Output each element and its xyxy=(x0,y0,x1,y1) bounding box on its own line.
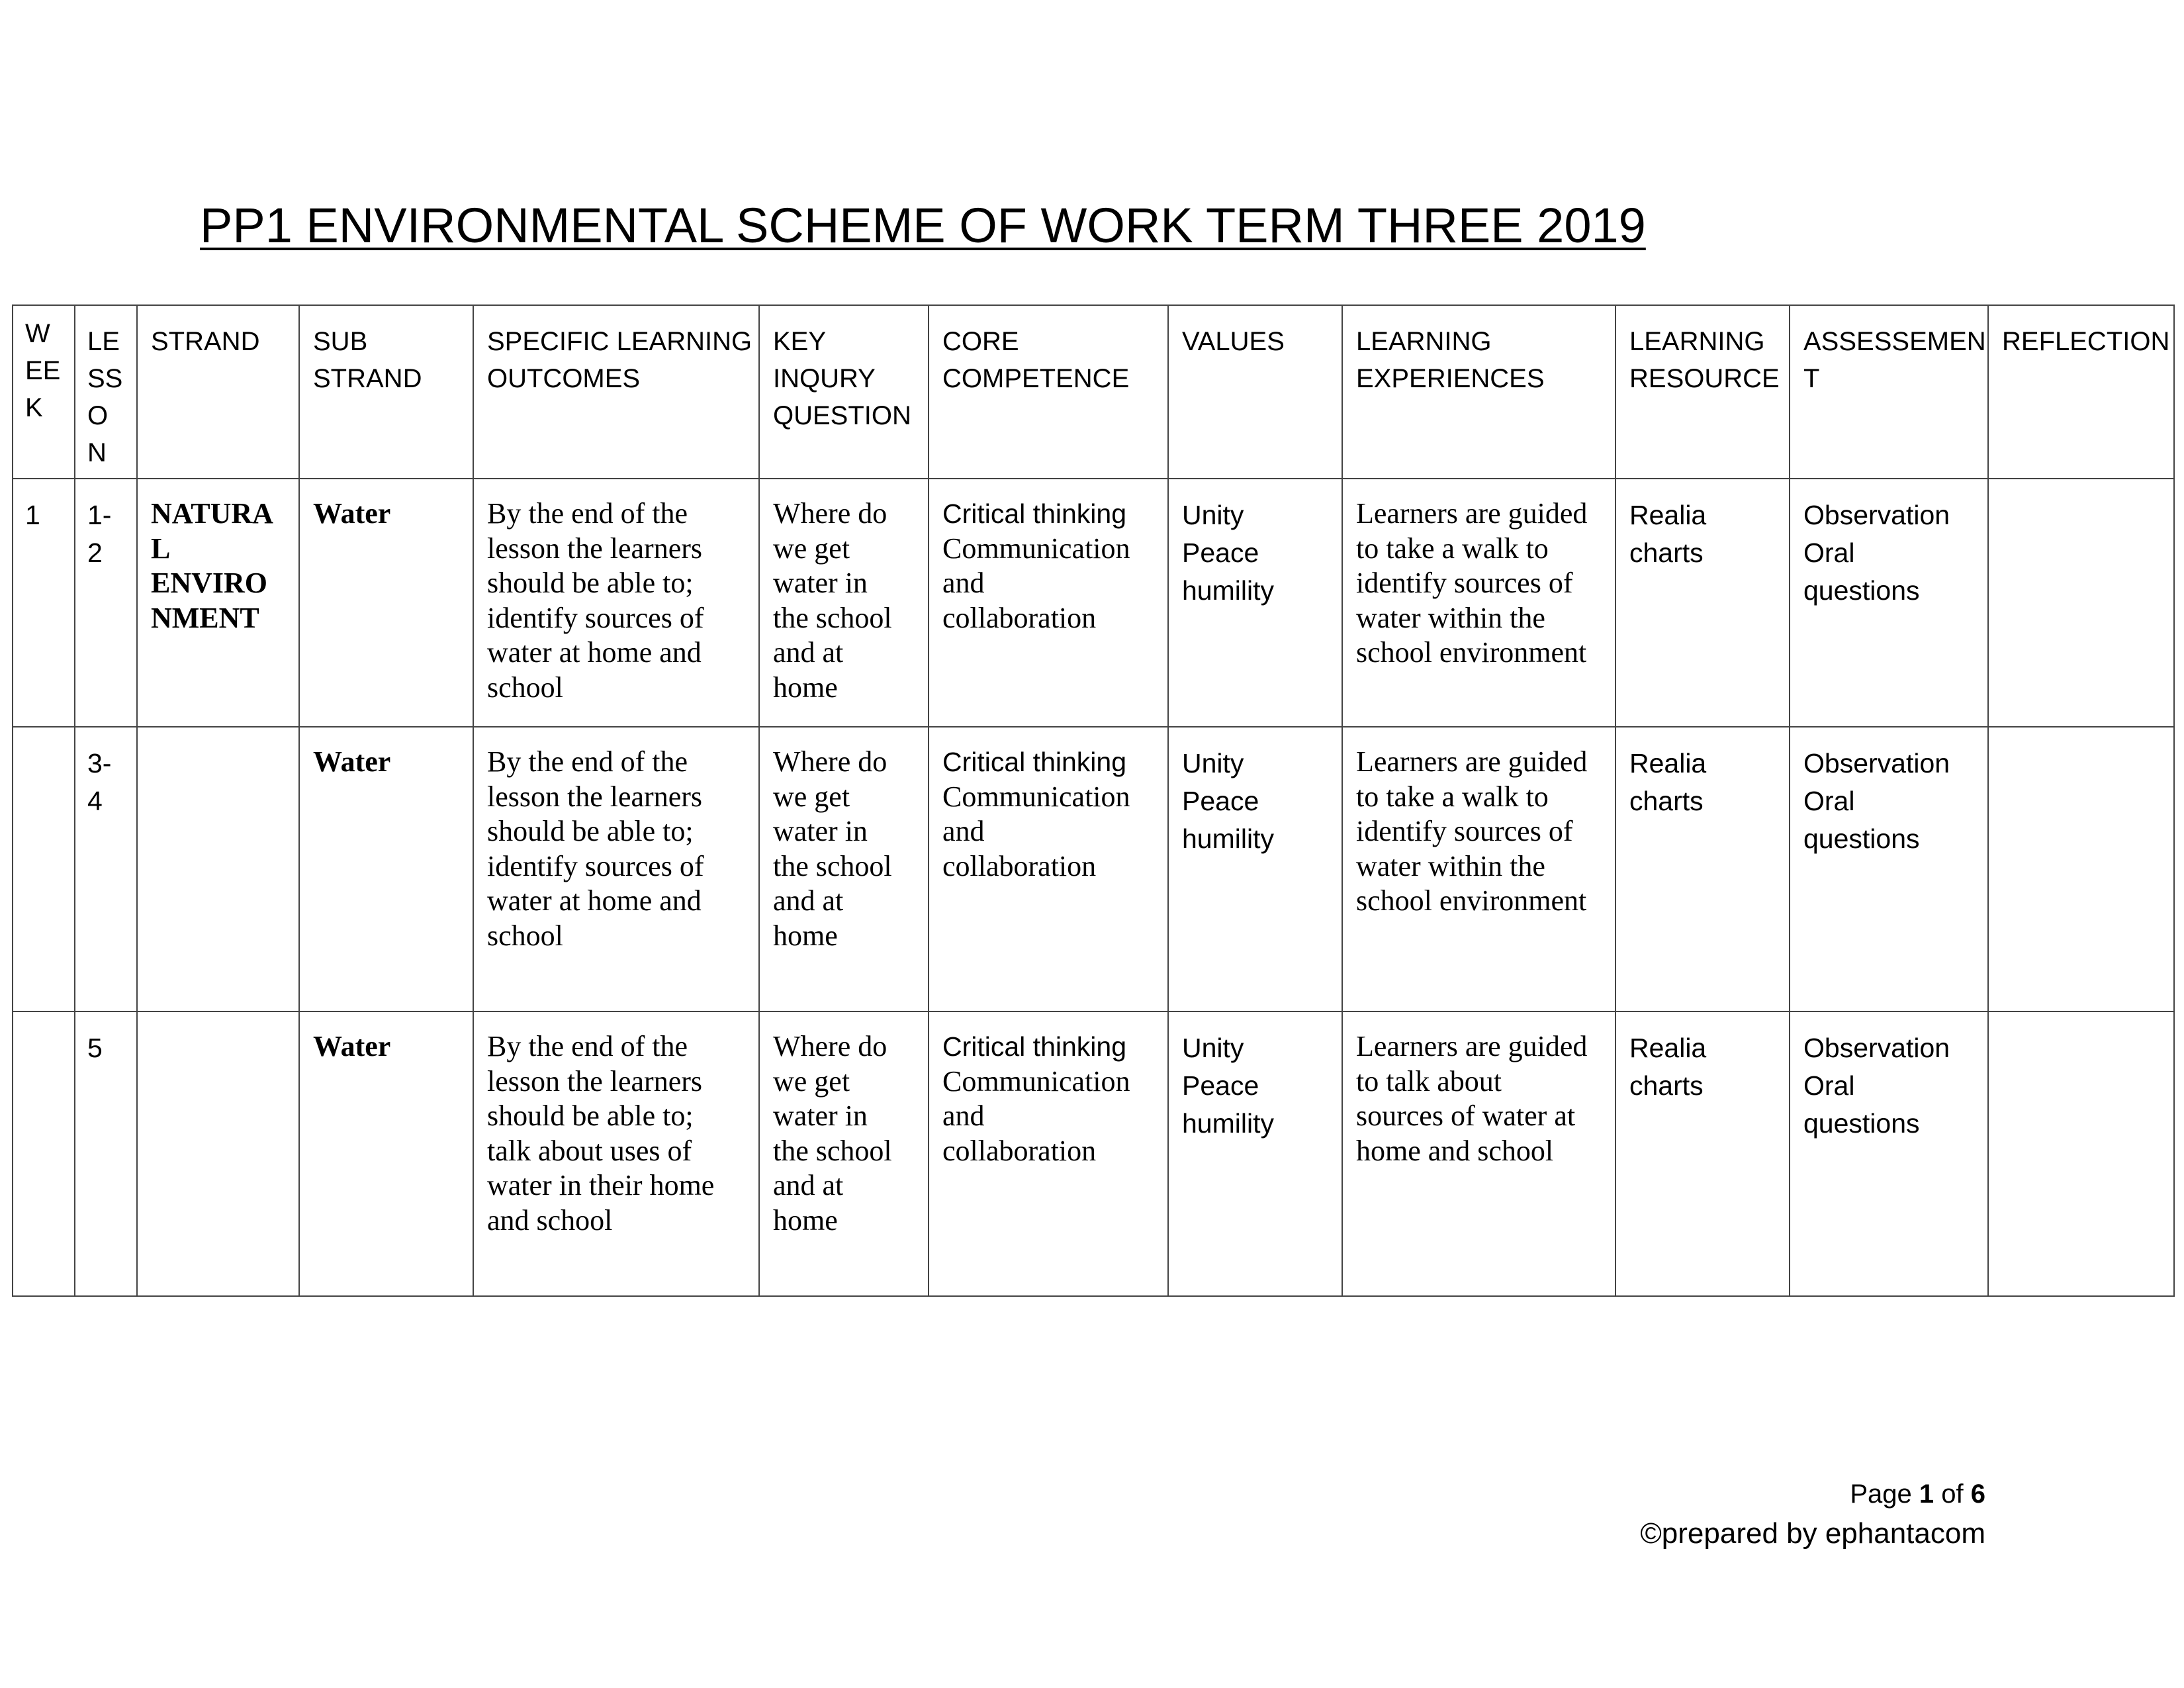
cell-line: Unity xyxy=(1182,748,1244,778)
page-number xyxy=(1850,1479,1985,1509)
cell-line: By the end of the xyxy=(487,497,688,530)
learning-experiences-cell xyxy=(1342,479,1615,727)
cell-line: Peace xyxy=(1182,538,1259,568)
table-row xyxy=(13,727,2174,1011)
cell-text: Water xyxy=(313,745,391,778)
page-word: Page xyxy=(1850,1479,1912,1509)
cell-line: water at home and xyxy=(487,636,702,669)
header-learning-resource xyxy=(1615,305,1790,479)
cell-line: Unity xyxy=(1182,1033,1244,1063)
cell-line: we get xyxy=(773,780,850,813)
cell-line: and xyxy=(942,1100,985,1132)
cell-line: 1- xyxy=(87,500,112,530)
header-line: EXPERIENCES xyxy=(1356,364,1545,393)
cell-line: lesson the learners xyxy=(487,1064,702,1098)
cell-line: charts xyxy=(1629,1070,1704,1101)
sub-strand-cell xyxy=(299,479,473,727)
header-line: INQURY xyxy=(773,364,876,393)
cell-line: Communication xyxy=(942,1064,1130,1098)
learning-resource-cell xyxy=(1615,727,1790,1011)
assessment-cell xyxy=(1790,1011,1988,1296)
sub-strand-cell xyxy=(299,1011,473,1296)
cell-line: Critical thinking xyxy=(942,1031,1126,1062)
cell-line: and xyxy=(942,567,985,599)
cell-line: collaboration xyxy=(942,601,1097,634)
header-lesson xyxy=(75,305,137,479)
cell-line: NMENT xyxy=(151,601,259,634)
cell-line: charts xyxy=(1629,538,1704,568)
header-line: SPECIFIC LEARNING xyxy=(487,327,752,356)
core-competence-cell xyxy=(929,727,1168,1011)
page-title: PP1 ENVIRONMENTAL SCHEME OF WORK TERM THREE 2019 xyxy=(200,198,1646,253)
cell-line: Communication xyxy=(942,532,1130,565)
cell-line: questions xyxy=(1803,1108,1920,1139)
cell-line: Critical thinking xyxy=(942,747,1126,777)
page-of: of xyxy=(1941,1479,1964,1509)
scheme-of-work-table xyxy=(12,305,2175,1297)
cell-line: water in xyxy=(773,815,868,847)
cell-line: collaboration xyxy=(942,849,1097,882)
cell-line: Critical thinking xyxy=(942,498,1126,529)
header-assessment xyxy=(1790,305,1988,479)
cell-line: Peace xyxy=(1182,786,1259,816)
cell-line: water in their home xyxy=(487,1169,715,1201)
cell-line: Observation xyxy=(1803,500,1950,530)
cell-line: to take a walk to xyxy=(1356,780,1549,813)
lesson-cell xyxy=(75,727,137,1011)
inquiry-question-cell xyxy=(759,727,929,1011)
cell-line: and school xyxy=(487,1203,613,1237)
cell-line: Learners are guided xyxy=(1356,745,1588,778)
reflection-cell xyxy=(1988,1011,2174,1296)
header-line: RESOURCE xyxy=(1629,364,1780,393)
cell-line: collaboration xyxy=(942,1134,1097,1167)
learning-resource-cell xyxy=(1615,479,1790,727)
header-line: CORE xyxy=(942,327,1019,356)
header-line: KEY xyxy=(773,327,827,356)
cell-line: water within the xyxy=(1356,601,1545,634)
header-values xyxy=(1168,305,1342,479)
cell-line: Realia xyxy=(1629,748,1707,778)
table-row xyxy=(13,1011,2174,1296)
cell-text: Water xyxy=(313,1030,391,1062)
cell-line: identify sources of xyxy=(487,601,704,634)
cell-line: Oral xyxy=(1803,538,1855,568)
header-reflection xyxy=(1988,305,2174,479)
cell-line: Realia xyxy=(1629,1033,1707,1063)
header-line: T xyxy=(1803,364,1820,393)
header-core-competence xyxy=(929,305,1168,479)
cell-line: water in xyxy=(773,1100,868,1132)
cell-line: NATURA xyxy=(151,497,273,530)
cell-line: Where do xyxy=(773,745,887,778)
header-line: SS xyxy=(87,364,123,393)
cell-line: questions xyxy=(1803,823,1920,854)
cell-line: sources of water at xyxy=(1356,1100,1576,1132)
cell-line: talk about uses of xyxy=(487,1134,692,1167)
cell-line: humility xyxy=(1182,1108,1274,1139)
header-line: LEARNING xyxy=(1629,327,1765,356)
cell-line: the school xyxy=(773,1134,892,1167)
header-line: REFLECTION xyxy=(2002,327,2170,356)
cell-line: ENVIRO xyxy=(151,567,268,599)
sub-strand-cell xyxy=(299,727,473,1011)
cell-line: Unity xyxy=(1182,500,1244,530)
cell-line: identify sources of xyxy=(1356,815,1573,847)
cell-line: home xyxy=(773,671,838,704)
cell-line: Oral xyxy=(1803,1070,1855,1101)
header-line: STRAND xyxy=(313,364,422,393)
header-line: LEARNING xyxy=(1356,327,1492,356)
header-week xyxy=(13,305,75,479)
cell-line: should be able to; xyxy=(487,567,694,599)
cell-line: and xyxy=(942,815,985,847)
outcomes-cell xyxy=(473,1011,759,1296)
header-line: N xyxy=(87,438,107,467)
cell-line: Learners are guided xyxy=(1356,497,1588,530)
strand-cell xyxy=(137,1011,299,1296)
cell-line: home xyxy=(773,919,838,952)
cell-line: home xyxy=(773,1203,838,1237)
cell-line: and at xyxy=(773,884,844,917)
learning-experiences-cell xyxy=(1342,1011,1615,1296)
cell-line: we get xyxy=(773,1064,850,1098)
cell-line: water at home and xyxy=(487,884,702,917)
cell-line: should be able to; xyxy=(487,1100,694,1132)
cell-line: we get xyxy=(773,532,850,565)
cell-line: lesson the learners xyxy=(487,532,702,565)
cell-line: water within the xyxy=(1356,849,1545,882)
reflection-cell xyxy=(1988,727,2174,1011)
lesson-cell xyxy=(75,479,137,727)
cell-line: to take a walk to xyxy=(1356,532,1549,565)
header-line: K xyxy=(25,393,43,422)
header-strand xyxy=(137,305,299,479)
reflection-cell xyxy=(1988,479,2174,727)
cell-line: By the end of the xyxy=(487,1030,688,1062)
values-cell xyxy=(1168,479,1342,727)
cell-line: identify sources of xyxy=(487,849,704,882)
header-line: STRAND xyxy=(151,327,260,356)
header-line: W xyxy=(25,319,50,348)
cell-line: Learners are guided xyxy=(1356,1030,1588,1062)
core-competence-cell xyxy=(929,479,1168,727)
core-competence-cell xyxy=(929,1011,1168,1296)
outcomes-cell xyxy=(473,727,759,1011)
cell-text: 1 xyxy=(25,500,40,530)
cell-line: Realia xyxy=(1629,500,1707,530)
cell-line: Oral xyxy=(1803,786,1855,816)
header-line: OUTCOMES xyxy=(487,364,641,393)
cell-line: humility xyxy=(1182,823,1274,854)
cell-line: charts xyxy=(1629,786,1704,816)
cell-line: humility xyxy=(1182,575,1274,606)
cell-line: 4 xyxy=(87,786,103,816)
cell-line: By the end of the xyxy=(487,745,688,778)
cell-line: water in xyxy=(773,567,868,599)
outcomes-cell xyxy=(473,479,759,727)
cell-line: L xyxy=(151,532,171,565)
cell-line: lesson the learners xyxy=(487,780,702,813)
page-total: 6 xyxy=(1970,1479,1985,1509)
cell-line: the school xyxy=(773,849,892,882)
header-line: O xyxy=(87,401,109,430)
strand-cell xyxy=(137,727,299,1011)
prepared-by-credit: ©prepared by ephantacom xyxy=(1640,1517,1985,1550)
cell-line: identify sources of xyxy=(1356,567,1573,599)
cell-line: and at xyxy=(773,1169,844,1201)
cell-line: to talk about xyxy=(1356,1064,1502,1098)
cell-line: questions xyxy=(1803,575,1920,606)
table-header-row xyxy=(13,305,2174,479)
cell-line: 3- xyxy=(87,748,112,778)
page-current: 1 xyxy=(1919,1479,1934,1509)
cell-line: school environment xyxy=(1356,884,1587,917)
inquiry-question-cell xyxy=(759,479,929,727)
values-cell xyxy=(1168,727,1342,1011)
cell-line: Observation xyxy=(1803,748,1950,778)
inquiry-question-cell xyxy=(759,1011,929,1296)
learning-experiences-cell xyxy=(1342,727,1615,1011)
lesson-cell xyxy=(75,1011,137,1296)
cell-line: should be able to; xyxy=(487,815,694,847)
week-cell xyxy=(13,1011,75,1296)
cell-line: school xyxy=(487,671,563,704)
table-row xyxy=(13,479,2174,727)
assessment-cell xyxy=(1790,727,1988,1011)
cell-line: school xyxy=(487,919,563,952)
cell-line: school environment xyxy=(1356,636,1587,669)
cell-line: Observation xyxy=(1803,1033,1950,1063)
header-line: LE xyxy=(87,327,120,356)
values-cell xyxy=(1168,1011,1342,1296)
cell-line: and at xyxy=(773,636,844,669)
cell-line: the school xyxy=(773,601,892,634)
header-line: COMPETENCE xyxy=(942,364,1130,393)
cell-line: Peace xyxy=(1182,1070,1259,1101)
cell-line: 5 xyxy=(87,1033,103,1063)
assessment-cell xyxy=(1790,479,1988,727)
week-cell xyxy=(13,727,75,1011)
header-specific-learning-outcomes xyxy=(473,305,759,479)
cell-line: Where do xyxy=(773,497,887,530)
header-key-inquiry-question xyxy=(759,305,929,479)
strand-cell xyxy=(137,479,299,727)
header-line: VALUES xyxy=(1182,327,1285,356)
header-learning-experiences xyxy=(1342,305,1615,479)
week-cell xyxy=(13,479,75,727)
header-line: EE xyxy=(25,356,61,385)
cell-text: Water xyxy=(313,497,391,530)
cell-line: Where do xyxy=(773,1030,887,1062)
header-line: ASSESSEMEN xyxy=(1803,327,1986,356)
cell-line: 2 xyxy=(87,538,103,568)
learning-resource-cell xyxy=(1615,1011,1790,1296)
cell-line: home and school xyxy=(1356,1134,1554,1167)
cell-line: Communication xyxy=(942,780,1130,813)
header-line: QUESTION xyxy=(773,401,911,430)
header-line: SUB xyxy=(313,327,368,356)
header-sub-strand xyxy=(299,305,473,479)
